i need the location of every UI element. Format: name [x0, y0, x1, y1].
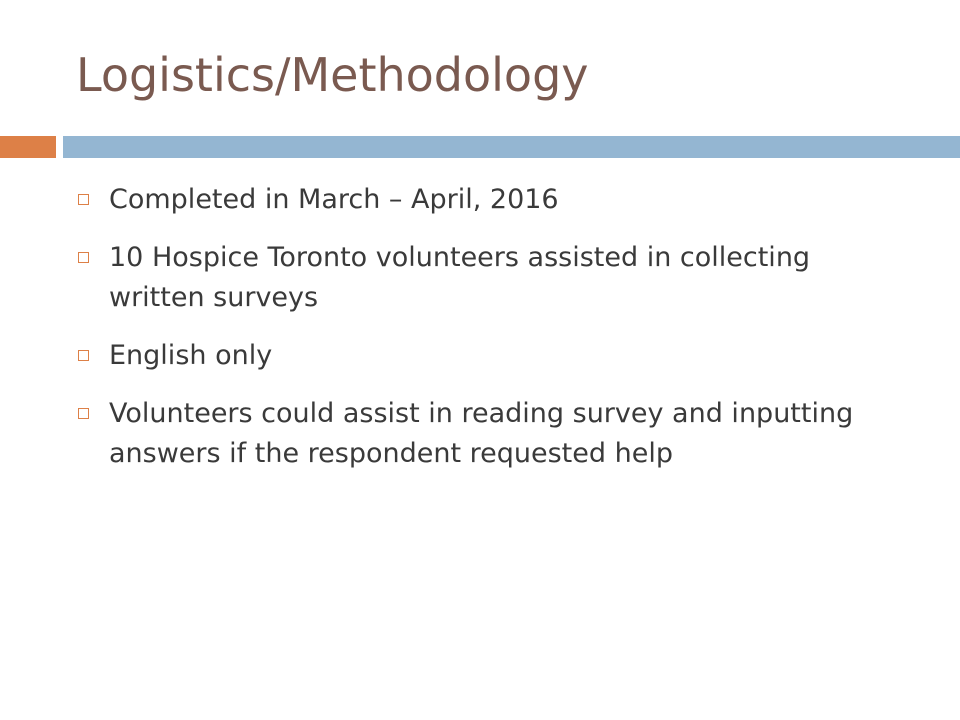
bullet-text: Completed in March – April, 2016 — [109, 184, 559, 215]
accent-bar-blue — [63, 136, 960, 158]
bullet-item — [76, 394, 896, 474]
square-outline-icon — [78, 194, 89, 205]
bullet-item — [76, 180, 896, 220]
bullet-text: English only — [109, 340, 273, 371]
square-outline-icon — [78, 252, 89, 263]
bullet-text: 10 Hospice Toronto volunteers assisted in collecting written surveys — [109, 242, 811, 313]
accent-bar-orange — [0, 136, 56, 158]
bullet-item — [76, 336, 896, 376]
slide-title: Logistics/Methodology — [76, 48, 589, 102]
bullet-item — [76, 238, 896, 318]
bullet-text: Volunteers could assist in reading survey and inputting answers if the respondent requested help — [109, 398, 854, 469]
bullet-list — [76, 180, 896, 492]
square-outline-icon — [78, 350, 89, 361]
square-outline-icon — [78, 408, 89, 419]
